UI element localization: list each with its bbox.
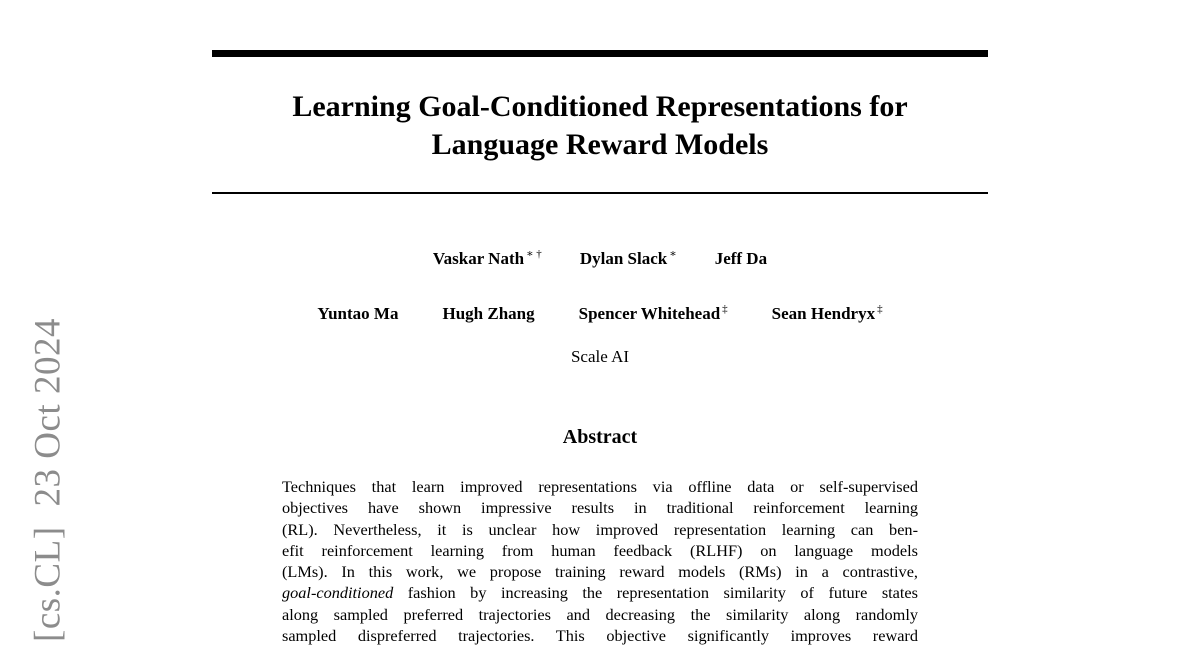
- arxiv-category: [cs.CL]: [27, 526, 69, 642]
- author: [433, 249, 542, 269]
- arxiv-date: 23 Oct 2024: [27, 318, 69, 507]
- author: [442, 304, 534, 324]
- title-line-2: Language Reward Models: [431, 128, 769, 161]
- author: [772, 304, 883, 324]
- abstract-line-rest: fashion by increasing the representation similarity of future states: [407, 583, 918, 603]
- abstract-line: along sampled preferred trajectories and decreasing the similarity along randomly: [282, 604, 918, 624]
- author-name: Hugh Zhang: [442, 304, 535, 323]
- abstract-line: efit reinforcement learning from human feedback (RLHF) on language models: [282, 540, 918, 560]
- author: [580, 249, 677, 269]
- abstract-emphasis: goal-conditioned: [282, 583, 394, 603]
- abstract-line: (LMs). In this work, we propose training reward models (RMs) in a contrastive,: [282, 562, 918, 582]
- author-name: Sean Hendryx: [771, 304, 876, 323]
- author-row-2: [212, 304, 988, 324]
- title-line-1: Learning Goal-Conditioned Representations for: [292, 90, 908, 123]
- abstract-heading: Abstract: [562, 426, 638, 448]
- author-name: Jeff Da: [714, 249, 768, 268]
- abstract-body: [282, 476, 918, 646]
- author-name: Spencer Whitehead: [578, 304, 721, 323]
- title-top-rule: [212, 50, 988, 57]
- affiliation: Scale AI: [570, 347, 630, 366]
- abstract-line: sampled dispreferred trajectories. This objective significantly improves reward: [282, 626, 918, 646]
- author: [579, 304, 728, 324]
- author-row-1: [212, 249, 988, 269]
- author-name: Dylan Slack: [579, 249, 668, 268]
- author-name: Vaskar Nath: [432, 249, 525, 268]
- author: [317, 304, 398, 324]
- abstract-line: [282, 582, 918, 603]
- author-marks: ‡: [722, 303, 728, 315]
- abstract-line: Techniques that learn improved representations via offline data or self-supervised: [282, 477, 918, 496]
- author-marks: ‡: [877, 303, 883, 315]
- abstract-line: (RL). Nevertheless, it is unclear how improved representation learning can ben-: [282, 519, 918, 539]
- abstract-line: objectives have shown impressive results in traditional reinforcement learning: [282, 498, 918, 518]
- author-name: Yuntao Ma: [317, 304, 399, 323]
- paper-title: [212, 88, 988, 164]
- title-bottom-rule: [212, 192, 988, 194]
- arxiv-stamp-text: [27, 318, 70, 642]
- author-marks: ∗ †: [526, 248, 542, 260]
- author: [715, 249, 767, 269]
- author-marks: ∗: [669, 248, 677, 260]
